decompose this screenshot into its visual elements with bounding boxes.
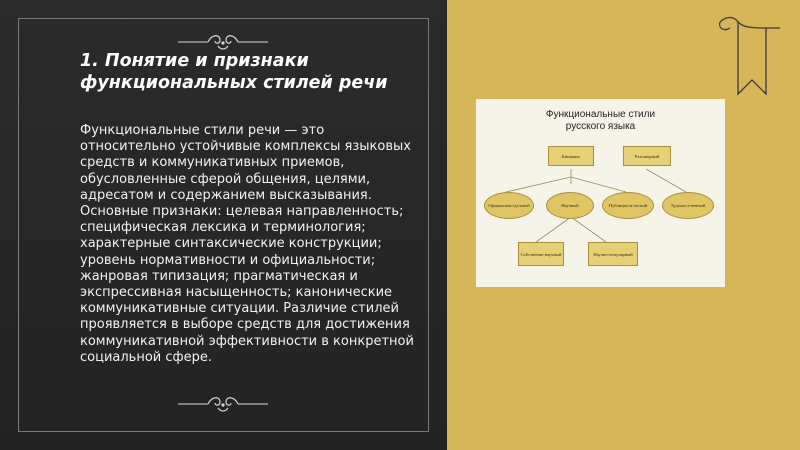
diagram-node-colloquial: Разговорный (623, 146, 671, 166)
scroll-ornament-icon (178, 392, 268, 416)
styles-diagram (476, 99, 725, 287)
bookmark-ribbon-icon (716, 14, 786, 104)
slide-title-line2: функциональных стилей речи (80, 73, 388, 93)
slide-title (80, 50, 420, 94)
diagram-node-artistic: Художест-венный (662, 192, 714, 219)
diagram-node-proper-scientific: Собственно-научный (518, 242, 564, 266)
diagram-title-line1: Функциональные стили (545, 109, 656, 120)
diagram-node-publicistic: Публицисти-ческий (602, 192, 654, 219)
diagram-node-scientific: Научный (546, 192, 594, 219)
diagram-title (476, 109, 725, 133)
diagram-title-line2: русского языка (565, 121, 636, 132)
slide-body-text: Функциональные стили речи — это относительно устойчивые комплексы языковых средств и коммуникативных приемов, обусловленные сферой общения, целями, адресатом и содержанием высказывания. Основные признаки: целевая направленность; специфическая лексика и терминология; характерные синтаксические конструкции; уровень нормативности и официальности; жанровая типизация; прагматическая и экспрессивная насыщенность; канонические коммуникативные ситуации. Различие стилей проявляется в выборе средств для достижения коммуникативной эффективности в конкретной социальной сфере. (80, 123, 414, 365)
slide-title-line1: 1. Понятие и признаки (80, 51, 309, 71)
diagram-node-official: Официально-деловой (484, 192, 534, 219)
diagram-node-popular-scientific: Научно-популярный (588, 242, 638, 266)
diagram-node-books: Книжные (548, 146, 594, 166)
